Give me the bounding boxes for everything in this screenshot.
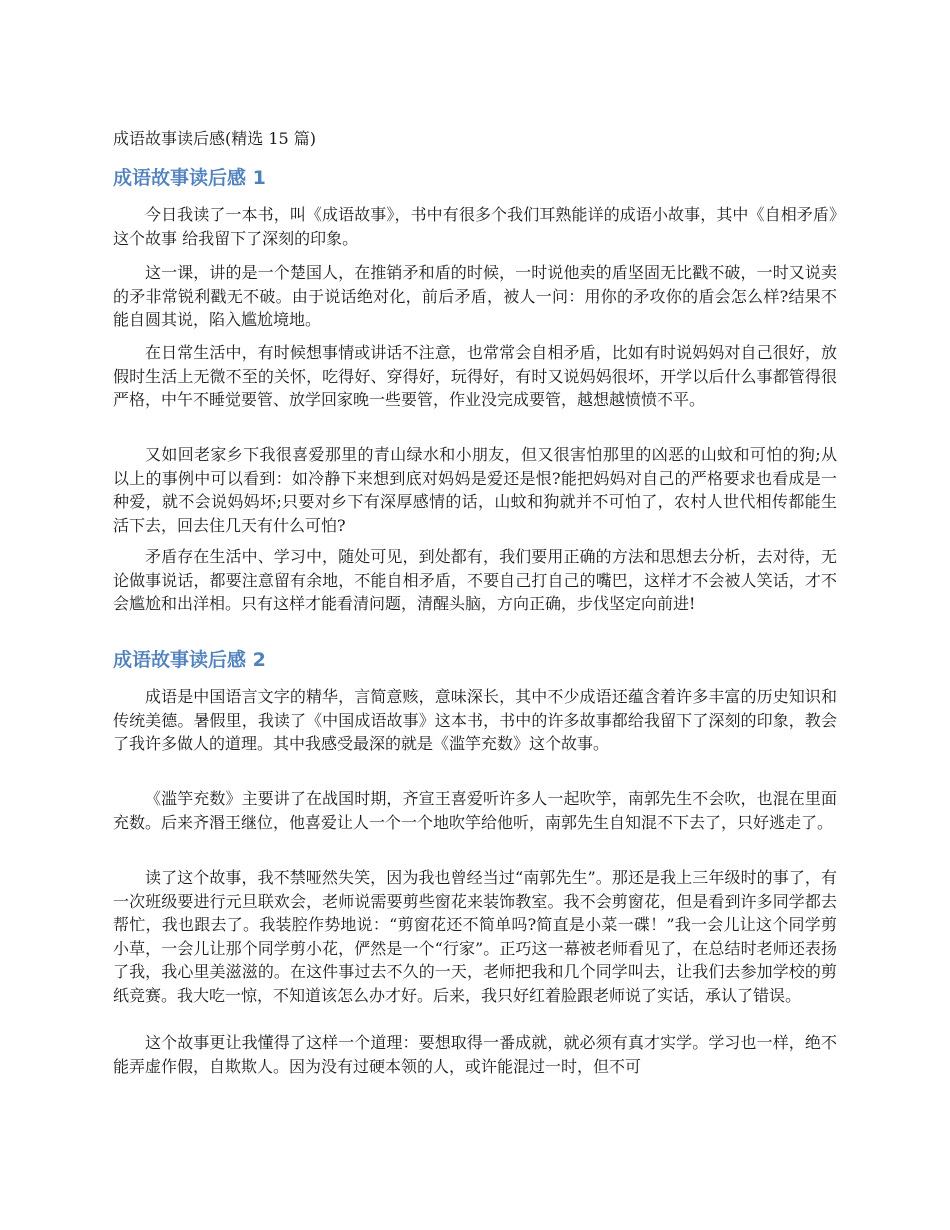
section-heading-2: 成语故事读后感 2: [113, 649, 266, 671]
paragraph: 这一课，讲的是一个楚国人，在推销矛和盾的时候，一时说他卖的盾坚固无比戳不破，一时又说卖的矛非常锐利戳无不破。由于说话绝对化，前后矛盾，被人一问：用你的矛攻你的盾会怎么样?结果不能自圆其说，陷入尴尬境地。: [113, 263, 837, 329]
paragraph: 今日我读了一本书，叫《成语故事》，书中有很多个我们耳熟能详的成语小故事，其中《自相矛盾》这个故事 给我留下了深刻的印象。: [113, 205, 837, 248]
paragraph: 这个故事更让我懂得了这样一个道理：要想取得一番成就，就必须有真才实学。学习也一样，绝不能弄虚作假，自欺欺人。因为没有过硬本领的人，或许能混过一时，但不可: [113, 1033, 837, 1076]
paragraph: 又如回老家乡下我很喜爱那里的青山绿水和小朋友，但又很害怕那里的凶恶的山蚊和可怕的狗;从以上的事例中可以看到：如冷静下来想到底对妈妈是爱还是恨?能把妈妈对自己的严格要求也看成是一种爱，就不会说妈妈坏;只要对乡下有深厚感情的话，山蚊和狗就并不可怕了，农村人世代相传都能生活下去，回去住几天有什么可怕?: [113, 445, 837, 535]
paragraph: 《滥竽充数》主要讲了在战国时期，齐宣王喜爱听许多人一起吹竽，南郭先生不会吹，也混在里面充数。后来齐湣王继位，他喜爱让人一个一个地吹竽给他听，南郭先生自知混不下去了，只好逃走了。: [113, 789, 837, 832]
paragraph: 在日常生活中，有时候想事情或讲话不注意，也常常会自相矛盾，比如有时说妈妈对自己很好，放假时生活上无微不至的关怀，吃得好、穿得好，玩得好，有时又说妈妈很坏，开学以后什么事都管得很严格，中午不睡觉要管、放学回家晚一些要管，作业没完成要管，越想越愤愤不平。: [113, 343, 837, 409]
paragraph: 读了这个故事，我不禁哑然失笑，因为我也曾经当过“南郭先生”。那还是我上三年级时的事了，有一次班级要进行元旦联欢会，老师说需要剪些窗花来装饰教室。我不会剪窗花，但是看到许多同学都去帮忙，我也跟去了。我装腔作势地说：“剪窗花还不简单吗?简直是小菜一碟！”我一会儿让这个同学剪小草，一会儿让那个同学剪小花，俨然是一个“行家”。正巧这一幕被老师看见了，在总结时老师还表扬了我，我心里美滋滋的。在这件事过去不久的一天，老师把我和几个同学叫去，让我们去参加学校的剪纸竞赛。我大吃一惊，不知道该怎么办才好。后来，我只好红着脸跟老师说了实话，承认了错误。: [113, 868, 837, 1005]
section-heading-1: 成语故事读后感 1: [113, 167, 266, 189]
document-title: 成语故事读后感(精选 15 篇): [113, 129, 317, 148]
paragraph: 成语是中国语言文字的精华，言简意赅，意味深长，其中不少成语还蕴含着许多丰富的历史知识和传统美德。暑假里，我读了《中国成语故事》这本书，书中的许多故事都给我留下了深刻的印象，教会了我许多做人的道理。其中我感受最深的就是《滥竽充数》这个故事。: [113, 687, 837, 753]
paragraph: 矛盾存在生活中、学习中，随处可见，到处都有，我们要用正确的方法和思想去分析，去对待，无论做事说话，都要注意留有余地，不能自相矛盾，不要自己打自己的嘴巴，这样才不会被人笑话，才不会尴尬和出洋相。只有这样才能看清问题，清醒头脑，方向正确，步伐坚定向前进!: [113, 547, 837, 613]
